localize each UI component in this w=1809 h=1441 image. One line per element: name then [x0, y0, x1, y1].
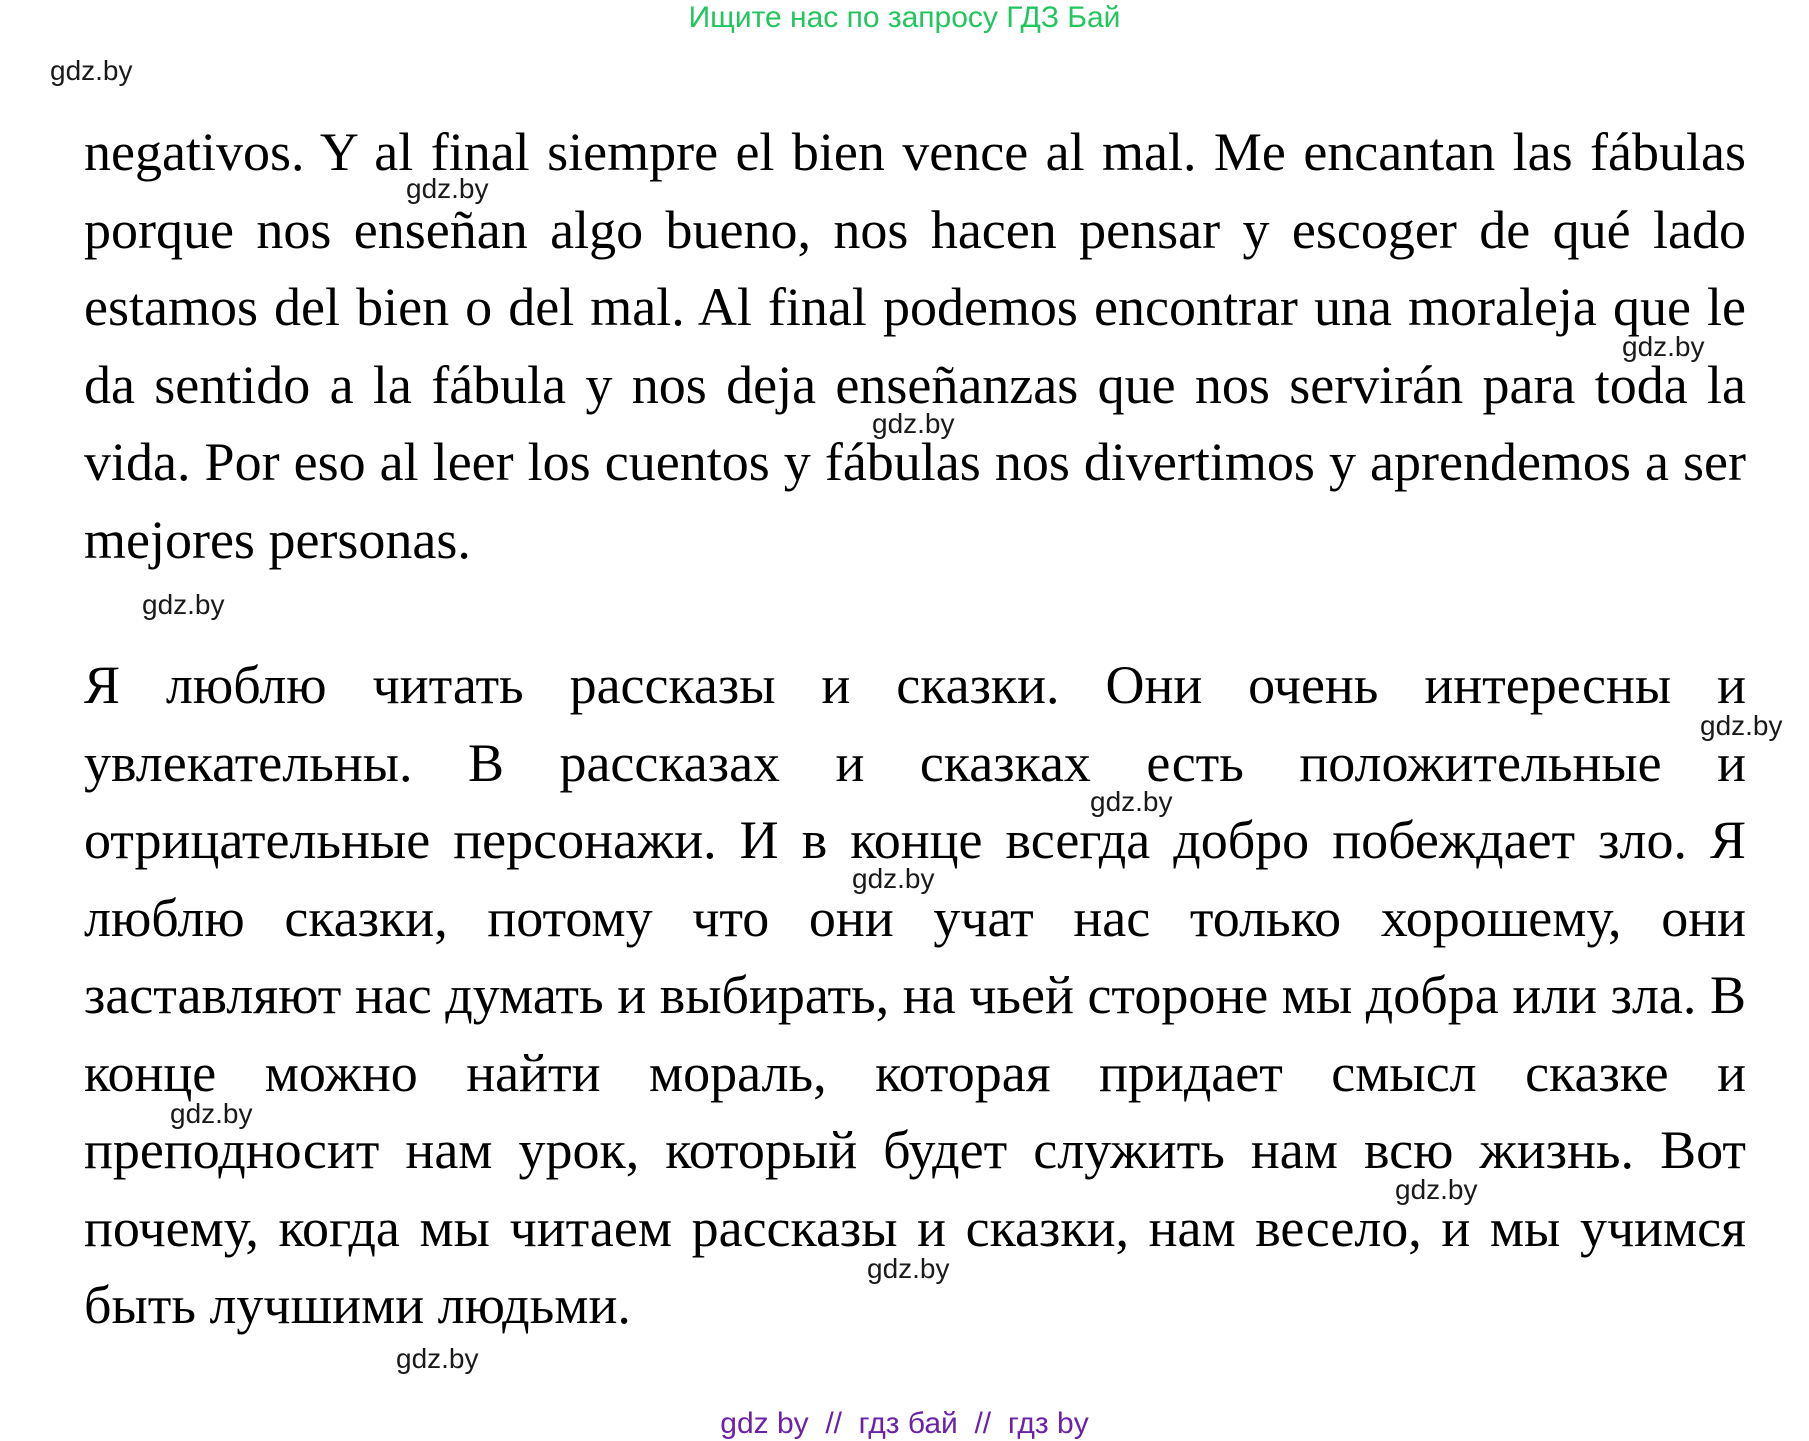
watermark: gdz.by: [872, 408, 955, 439]
watermark: gdz.by: [1395, 1174, 1478, 1205]
watermark: gdz.by: [406, 173, 489, 204]
watermark: gdz.by: [1622, 331, 1705, 362]
spanish-paragraph: negativos. Y al final siempre el bien vence al mal. Me encantan las fábulas porque nos enseñan algo bueno, nos hacen pensar y escoger de qué lado estamos del bien o del mal. Al final podemos encontrar una moraleja que le da sentido a la fábula y nos deja enseñanzas que nos servirán para toda la vida. Por eso al leer los cuentos y fábulas nos divertimos y aprendemos a ser mejores personas.: [84, 122, 1746, 570]
watermark: gdz.by: [170, 1098, 253, 1129]
russian-paragraph: Я люблю читать рассказы и сказки. Они очень интересны и увлекательны. В рассказах и сказках есть положительные и отрицательные персонажи. И в конце всегда добро побеждает зло. Я люблю сказки, потому что они учат нас только хорошему, они заставляют нас думать и выбирать, на чьей стороне мы добра или зла. В конце можно найти мораль, которая придает смысл сказке и преподносит нам урок, который будет служить нам всю жизнь. Вот почему, когда мы читаем рассказы и сказки, нам весело, и мы учимся быть лучшими людьми.: [84, 655, 1746, 1335]
watermark: gdz.by: [852, 863, 935, 894]
watermark: gdz.by: [867, 1253, 950, 1284]
watermark: gdz.by: [396, 1343, 479, 1374]
top-banner: Ищите нас по запросу ГДЗ Бай: [688, 1, 1121, 34]
watermark: gdz.by: [50, 55, 133, 86]
watermark: gdz.by: [142, 589, 225, 620]
watermark: gdz.by: [1700, 710, 1783, 741]
watermark: gdz.by: [1090, 786, 1173, 817]
footer-links: gdz by // гдз бай // гдз by: [720, 1407, 1089, 1440]
